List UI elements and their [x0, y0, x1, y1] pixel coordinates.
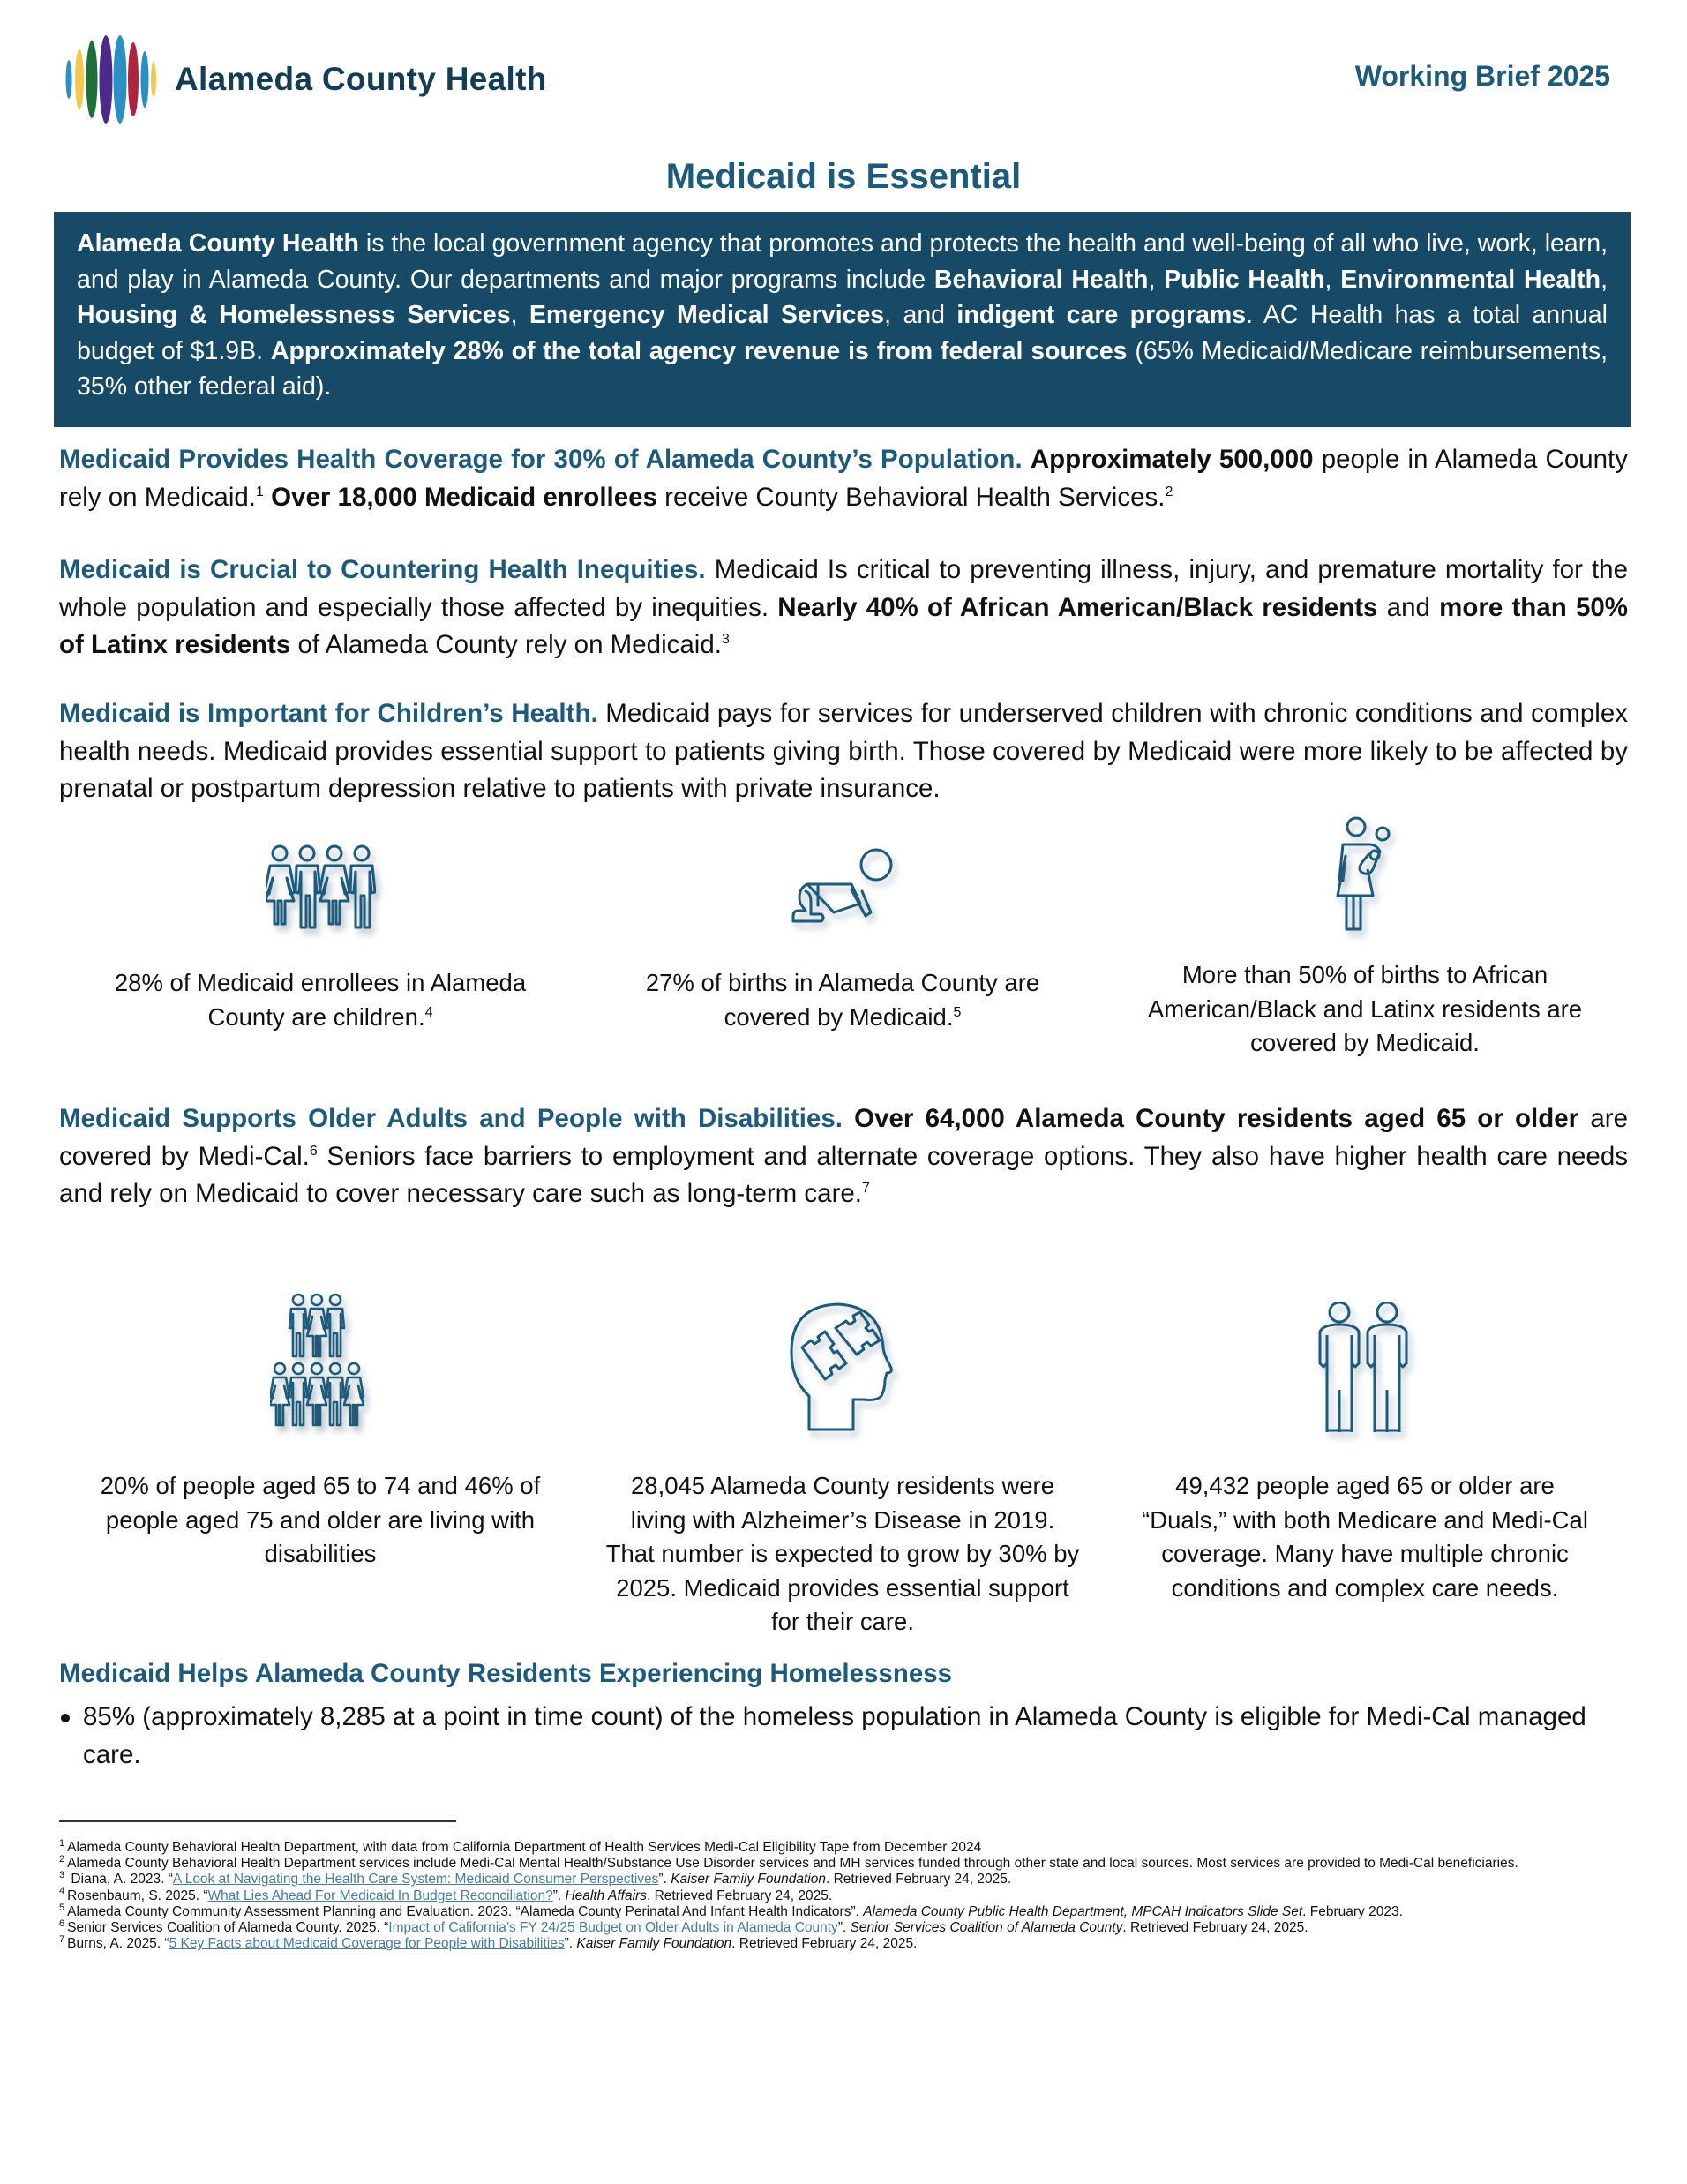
footnote-text: . Retrieved February 24, 2025.: [731, 1936, 918, 1952]
stat-text: [1136, 1469, 1594, 1605]
page-title: Medicaid is Essential: [665, 157, 1022, 196]
stat-disabilities: [59, 1293, 581, 1640]
body-text: Seniors face barriers to employment and alternate coverage options. They also have higher health care needs and rely on Medicaid to cover necessary care such as long-term care.: [59, 1141, 1628, 1208]
footnote-number: 3: [59, 1870, 65, 1881]
stat-text: [604, 1469, 1081, 1640]
family-group-icon: [266, 843, 376, 931]
crawling-baby-icon: [790, 847, 896, 931]
stat-births-black-latinx: [1104, 825, 1626, 1061]
footnote-ref: 2: [1165, 484, 1173, 499]
federal-revenue-highlight: Approximately 28% of the total agency revenue is from federal sources: [270, 336, 1128, 365]
stat-value: 28,045 Alameda County residents were living with Alzheimer’s Disease in 2019. That number is expected to grow by 30% by 2025. Medicaid provides essential support for their care.: [605, 1472, 1080, 1635]
highlight: Over 18,000 Medicaid enrollees: [271, 482, 657, 512]
page-header: [62, 35, 1632, 115]
footnote-text: Alameda County Community Assessment Planning and Evaluation. 2023. “Alameda County Perinatal And Infant Health Indicators”.: [67, 1903, 864, 1919]
section-coverage: [59, 441, 1628, 516]
body-text: Medicaid Is critical to preventing illness, injury, and premature mortality for the whole population and especially those affected by inequities.: [59, 555, 1628, 622]
footnote-text: ”.: [658, 1872, 671, 1888]
separator: ,: [1601, 265, 1608, 294]
footnote-text: ”.: [552, 1888, 566, 1903]
footnote-link[interactable]: Impact of California’s FY 24/25 Budget on Older Adults in Alameda County: [388, 1920, 838, 1936]
footnote-source: Health Affairs: [565, 1888, 647, 1903]
section-heading: Medicaid Supports Older Adults and People with Disabilities.: [59, 1104, 843, 1133]
head-puzzle-icon: [790, 1302, 896, 1434]
footnote-ref: 3: [721, 632, 730, 648]
org-name: Alameda County Health: [175, 61, 547, 97]
federal-revenue-text: (65% Medicaid/Medicare reimbursements, 35% other federal aid).: [77, 336, 1608, 401]
org-logo: [62, 35, 547, 124]
separator: ,: [1148, 265, 1165, 294]
older-adults-stats: [59, 1293, 1628, 1640]
body-text: Medicaid pays for services for underserved children with chronic conditions and complex health needs. Medicaid provides essential support to patients giving birth. Those covered by Medicaid were more likely to be affected by prenatal or postpartum depression relative to patients with private insurance.: [59, 699, 1629, 803]
body-text: people in Alameda County rely on Medicaid.: [59, 445, 1628, 512]
body-text: receive County Behavioral Health Services.: [656, 482, 1166, 512]
footnote-divider: [59, 1820, 456, 1822]
stat-births-covered: [581, 825, 1104, 1061]
footnote-text: ”.: [837, 1920, 851, 1936]
footnote-7: [59, 1936, 1638, 1952]
intro-box: [54, 212, 1631, 427]
program-environmental-health: Environmental Health: [1340, 265, 1601, 294]
footnote-link[interactable]: What Lies Ahead For Medicaid In Budget Reconciliation?: [207, 1888, 553, 1903]
footnote-number: 5: [59, 1902, 65, 1913]
body-text: are covered by Medi-Cal.: [59, 1104, 1628, 1171]
section-inequities: [59, 552, 1628, 664]
footnotes: [59, 1837, 1638, 1952]
children-stats: [59, 825, 1628, 1061]
program-ems: Emergency Medical Services: [529, 301, 885, 329]
stat-text: [1136, 958, 1594, 1061]
stat-text: [91, 1469, 550, 1572]
footnote-text: . Retrieved February 24, 2025.: [646, 1888, 833, 1903]
stat-text: [609, 966, 1076, 1034]
footnote-number: 2: [59, 1854, 65, 1865]
footnote-source: Senior Services Coalition of Alameda County: [850, 1920, 1123, 1936]
highlight: more than 50% of Latinx residents: [59, 592, 1628, 659]
highlight: Approximately 500,000: [1030, 445, 1314, 474]
budget-text: . AC Health has a total annual budget of $1.9B.: [77, 301, 1608, 365]
population-group-icon: [270, 1293, 371, 1434]
footnote-2: [59, 1856, 1638, 1872]
section-heading: Medicaid Provides Health Coverage for 30% of Alameda County’s Population.: [59, 445, 1023, 474]
highlight: Over 64,000 Alameda County residents aged 65 or older: [854, 1104, 1579, 1133]
footnote-text: . Retrieved February 24, 2025.: [825, 1872, 1012, 1888]
section-heading: Medicaid is Crucial to Countering Health Inequities.: [59, 555, 706, 584]
footnote-text: Alameda County Behavioral Health Department services include Medi-Cal Mental Health/Substance Use Disorder services and MH services funded through other state and local sources. Most services are provided to Medi-Cal beneficiaries.: [67, 1856, 1518, 1872]
section-heading: Medicaid Helps Alameda County Residents Experiencing Homelessness: [59, 1659, 953, 1688]
section-older-adults: [59, 1100, 1628, 1213]
separator: ,: [1324, 265, 1341, 294]
stat-value: 49,432 people aged 65 or older are “Duals,” with both Medicare and Medi-Cal coverage. Many have multiple chronic conditions and complex care needs.: [1142, 1472, 1588, 1602]
mother-with-baby-icon: [1334, 814, 1396, 934]
bullet-item: 85% (approximately 8,285 at a point in time count) of the homeless population in Alameda County is eligible for Medi-Cal managed care.: [59, 1699, 1612, 1774]
footnote-5: [59, 1904, 1638, 1920]
separator: ,: [510, 301, 529, 329]
intro-org-name: Alameda County Health: [77, 229, 359, 258]
stat-value: 20% of people aged 65 to 74 and 46% of people aged 75 and older are living with disabilities: [100, 1472, 541, 1567]
footnote-number: 1: [59, 1837, 65, 1849]
program-indigent-care: indigent care programs: [956, 301, 1247, 329]
intro-text: is the local government agency that promotes and protects the health and well-being of all who live, work, learn, and play in Alameda County. Our departments and major programs include: [77, 229, 1608, 294]
footnote-ref: 1: [256, 484, 264, 499]
footnote-text: Rosenbaum, S. 2025. “: [67, 1888, 208, 1903]
body-text: of Alameda County rely on Medicaid.: [290, 630, 722, 659]
section-children: [59, 695, 1628, 808]
program-behavioral-health: Behavioral Health: [933, 265, 1149, 294]
footnote-1: [59, 1837, 1638, 1856]
footnote-number: 7: [59, 1934, 65, 1946]
section-heading: Medicaid is Important for Children’s Health.: [59, 699, 598, 728]
footnote-source: Kaiser Family Foundation: [576, 1936, 732, 1952]
footnote-text: Burns, A. 2025. “: [67, 1936, 169, 1952]
footnote-text: Senior Services Coalition of Alameda County. 2025. “: [67, 1920, 389, 1936]
footnote-source: Kaiser Family Foundation: [671, 1872, 826, 1888]
logo-mark-icon: [62, 35, 159, 124]
stat-value: 27% of births in Alameda County are covered by Medicaid.: [645, 969, 1040, 1031]
program-public-health: Public Health: [1164, 265, 1325, 294]
footnote-link[interactable]: 5 Key Facts about Medicaid Coverage for People with Disabilities: [169, 1936, 565, 1952]
footnote-6: [59, 1920, 1638, 1936]
stat-value: 28% of Medicaid enrollees in Alameda County are children.: [114, 969, 527, 1031]
footnote-number: 6: [59, 1918, 65, 1929]
separator: , and: [884, 301, 957, 329]
stat-value: More than 50% of births to African American/Black and Latinx residents are covered by Medicaid.: [1147, 961, 1583, 1056]
stat-alzheimers: [581, 1293, 1104, 1640]
program-housing: Housing & Homelessness Services: [77, 301, 511, 329]
footnote-text: Alameda County Behavioral Health Department, with data from California Department of Health Services Medi-Cal Eligibility Tape from December 2024: [67, 1840, 982, 1855]
highlight: Nearly 40% of African American/Black residents: [777, 592, 1378, 622]
section-homelessness: [59, 1655, 1628, 1693]
footnote-source: Alameda County Public Health Department, MPCAH Indicators Slide Set: [863, 1903, 1303, 1919]
brief-label: Working Brief 2025: [1354, 60, 1610, 92]
footnote-text: ”.: [564, 1936, 577, 1952]
footnote-text: . Retrieved February 24, 2025.: [1122, 1920, 1308, 1936]
stat-children-enrollees: [59, 825, 581, 1061]
footnote-ref: 6: [309, 1143, 318, 1159]
footnote-ref: 7: [862, 1181, 870, 1197]
stat-duals: [1104, 1293, 1626, 1640]
footnote-4: [59, 1888, 1638, 1904]
footnote-ref: 5: [953, 1004, 962, 1020]
footnote-ref: 4: [424, 1004, 433, 1020]
footnote-text: . February 2023.: [1302, 1903, 1403, 1919]
homelessness-bullets: [59, 1699, 1612, 1774]
body-text: and: [1377, 592, 1440, 622]
footnote-number: 4: [59, 1886, 65, 1897]
two-people-icon: [1315, 1302, 1416, 1434]
footnote-link[interactable]: A Look at Navigating the Health Care System: Medicaid Consumer Perspectives: [172, 1872, 659, 1888]
footnote-3: [59, 1872, 1638, 1888]
stat-text: [86, 966, 554, 1034]
footnote-text: Diana, A. 2023. “: [67, 1872, 173, 1888]
